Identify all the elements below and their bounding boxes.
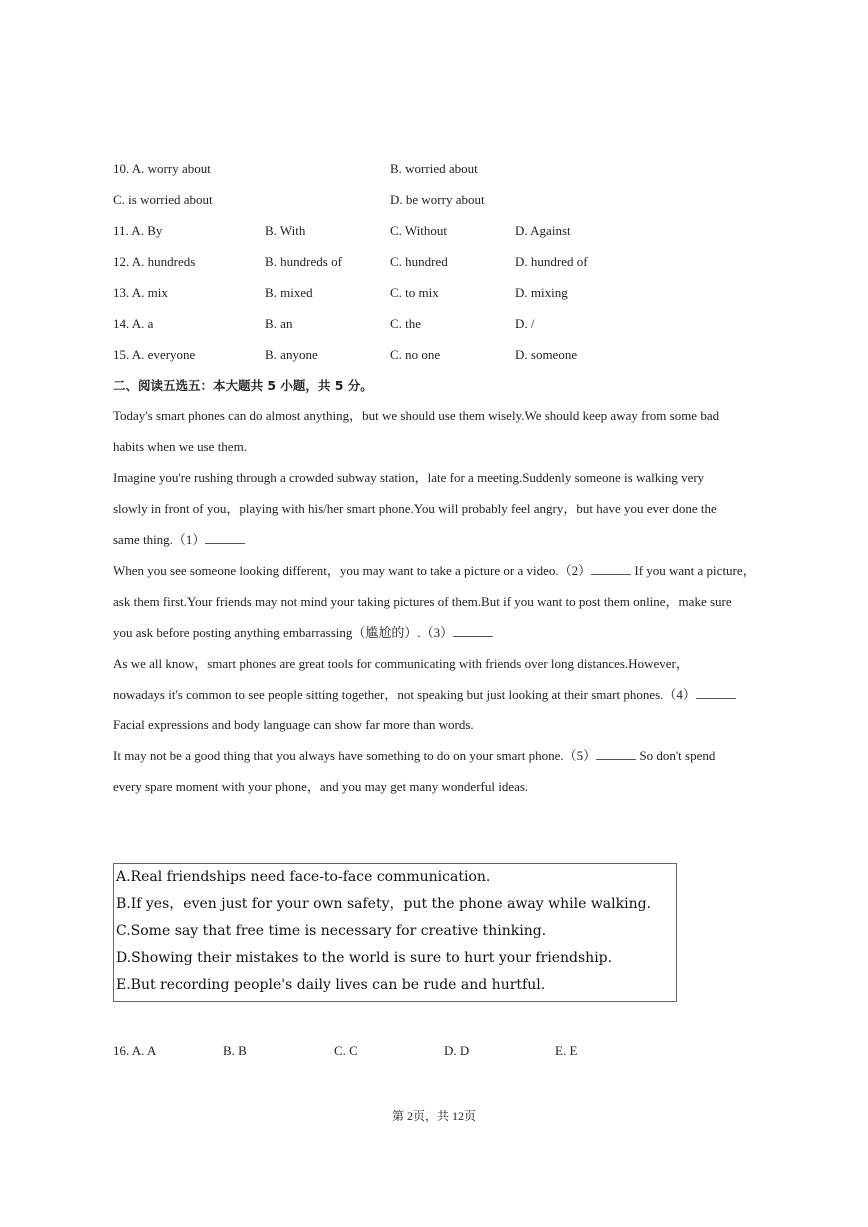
passage-text: It may not be a good thing that you always have something to do on your smart phone.（5） bbox=[113, 748, 597, 763]
choice-option: 11. A. By bbox=[113, 223, 163, 238]
choice-option: B. mixed bbox=[265, 285, 313, 300]
option-d: D.Showing their mistakes to the world is sure to hurt your friendship. bbox=[116, 950, 613, 966]
choice-option: C. no one bbox=[390, 347, 441, 362]
passage-line: slowly in front of you，playing with his/her smart phone.You will probably feel angry，but have you ever done the bbox=[113, 501, 717, 516]
q16-option-a[interactable]: 16. A. A bbox=[113, 1043, 157, 1058]
q16-option-b[interactable]: B. B bbox=[223, 1043, 247, 1058]
choice-option: B. With bbox=[265, 223, 306, 238]
choice-option: C. hundred bbox=[390, 254, 448, 269]
choice-option: 14. A. a bbox=[113, 316, 154, 331]
choice-option: D. mixing bbox=[515, 285, 568, 300]
passage-line bbox=[113, 530, 245, 550]
q16-option-d[interactable]: D. D bbox=[444, 1043, 470, 1058]
answer-blank-2[interactable] bbox=[591, 561, 631, 575]
passage-text: When you see someone looking different，you may want to take a picture or a video.（2） bbox=[113, 563, 592, 578]
choice-option: B. an bbox=[265, 316, 293, 331]
passage-text: same thing.（1） bbox=[113, 532, 206, 547]
choice-option: 13. A. mix bbox=[113, 285, 168, 300]
answer-blank-4[interactable] bbox=[696, 685, 736, 699]
option-e: E.But recording people's daily lives can be rude and hurtful. bbox=[116, 977, 546, 993]
choice-option: 12. A. hundreds bbox=[113, 254, 196, 269]
option-b: B.If yes，even just for your own safety，put the phone away while walking. bbox=[116, 896, 652, 912]
q16-option-c[interactable]: C. C bbox=[334, 1043, 358, 1058]
passage-line: Imagine you're rushing through a crowded subway station，late for a meeting.Suddenly someone is walking very bbox=[113, 470, 705, 485]
section-heading: 二、阅读五选五：本大题共 5 小题，共 5 分。 bbox=[113, 378, 373, 393]
answer-blank-5[interactable] bbox=[596, 746, 636, 760]
choice-option: D. hundred of bbox=[515, 254, 588, 269]
passage-line: As we all know，smart phones are great tools for communicating with friends over long distances.However， bbox=[113, 656, 689, 671]
passage-line bbox=[113, 685, 736, 705]
choice-option: 10. A. worry about bbox=[113, 161, 211, 176]
page-footer: 第 2页，共 12页 bbox=[391, 1109, 476, 1123]
passage-line bbox=[113, 623, 493, 643]
passage-line: Today's smart phones can do almost anything，but we should use them wisely.We should keep away from some bad bbox=[113, 408, 720, 423]
passage-line: Facial expressions and body language can show far more than words. bbox=[113, 717, 474, 732]
passage-line bbox=[113, 746, 715, 766]
choice-option: C. is worried about bbox=[113, 192, 213, 207]
q16-option-e[interactable]: E. E bbox=[555, 1043, 578, 1058]
passage-text: you ask before posting anything embarrassing（尴尬的）.（3） bbox=[113, 625, 454, 640]
choice-option: 15. A. everyone bbox=[113, 347, 196, 362]
choice-option: B. worried about bbox=[390, 161, 478, 176]
choice-option: B. anyone bbox=[265, 347, 318, 362]
options-box bbox=[113, 863, 677, 1002]
option-a: A.Real friendships need face-to-face communication. bbox=[116, 869, 491, 885]
answer-blank-1[interactable] bbox=[205, 530, 245, 544]
choice-option: B. hundreds of bbox=[265, 254, 342, 269]
passage-text: nowadays it's common to see people sitting together，not speaking but just looking at their smart phones.（4） bbox=[113, 687, 696, 702]
answer-blank-3[interactable] bbox=[453, 623, 493, 637]
passage-line: habits when we use them. bbox=[113, 439, 247, 454]
choice-option: D. / bbox=[515, 316, 535, 331]
passage-line: ask them first.Your friends may not mind your taking pictures of them.But if you want to post them online，make sure bbox=[113, 594, 732, 609]
choice-option: C. Without bbox=[390, 223, 448, 238]
choice-option: D. be worry about bbox=[390, 192, 485, 207]
choice-option: D. Against bbox=[515, 223, 571, 238]
option-c: C.Some say that free time is necessary for creative thinking. bbox=[116, 923, 547, 939]
passage-text: If you want a picture， bbox=[631, 563, 756, 578]
choice-option: C. to mix bbox=[390, 285, 439, 300]
passage-text: So don't spend bbox=[636, 748, 716, 763]
choice-option: D. someone bbox=[515, 347, 578, 362]
choice-option: C. the bbox=[390, 316, 422, 331]
passage-line: every spare moment with your phone，and you may get many wonderful ideas. bbox=[113, 779, 529, 794]
passage-line bbox=[113, 561, 756, 581]
